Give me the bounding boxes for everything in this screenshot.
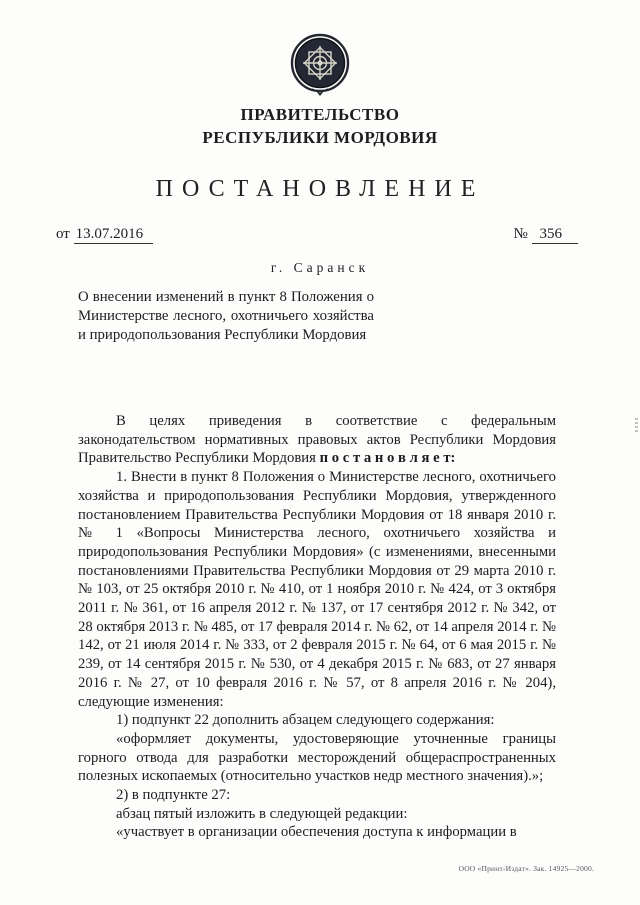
government-name-line2: РЕСПУБЛИКИ МОРДОВИЯ [202,127,438,147]
body-paragraph: абзац пятый изложить в следующей редакции: [116,805,408,822]
city-line: г. Саранск [270,260,370,275]
government-name [0,104,640,150]
document-type-title: ПОСТАНОВЛЕНИЕ [155,176,485,202]
emblem-container [0,32,640,100]
body-paragraph: 1) подпункт 22 дополнить абзацем следующего содержания: [116,712,495,729]
body-paragraph: «участвует в организации обеспечения доступа к информации в [116,824,517,841]
date-number-row [0,226,640,243]
government-name-line1: ПРАВИТЕЛЬСТВО [240,105,400,124]
scan-artifact-mark [635,418,638,434]
decree-subject: О внесении изменений в пункт 8 Положения о Министерстве лесного, охотничьего хозяйства и природопользования Республики Мордовия [78,289,374,344]
number-value: 356 [532,226,579,244]
body-paragraph-intro [78,412,556,468]
intro-resolves-word: п о с т а н о в л я е т: [319,450,456,467]
body-paragraph: «оформляет документы, удостоверяющие уточненные границы горного отвода для разработки месторождений общераспространенных полезных ископаемых (относительно участков недр местного значения).»; [78,730,556,785]
body-paragraph: 2) в подпункте 27: [116,787,231,804]
date-label: от [56,226,70,242]
mordovia-coat-of-arms-icon [288,32,352,100]
body-paragraph: 1. Внести в пункт 8 Положения о Министерстве лесного, охотничьего хозяйства и природопользования Республики Мордовия, утвержденного постановлением Правительства Республики Мордовия от 18 января 2010 г. № 1 «Вопросы Министерства лесного, охотничьего хозяйства и природопользования Республики Мордовия» (с изменениями, внесенными постановлениями Правительства Республики Мордовия от 29 марта 2010 г. № 103, от 25 октября 2010 г. № 410, от 1 ноября 2010 г. № 424, от 3 октября 2011 г. № 361, от 16 апреля 2012 г. № 137, от 17 сентября 2012 г. № 342, от 28 октября 2013 г. № 485, от 17 февраля 2014 г. № 62, от 14 апреля 2014 г. № 142, от 21 июля 2014 г. № 333, от 2 февраля 2015 г. № 64, от 6 мая 2015 г. № 239, от 14 сентября 2015 г. № 530, от 4 декабря 2015 г. № 683, от 27 января 2016 г. № 27, от 10 февраля 2016 г. № 57, от 8 апреля 2016 г. № 204), следующие изменения: [78,469,556,710]
date-group [56,226,153,243]
print-house-note: ООО «Принт-Издат». Зак. 14925—2000. [458,864,594,873]
decree-body [78,412,556,842]
number-label: № [513,226,528,242]
number-group [513,226,578,243]
date-value: 13.07.2016 [74,226,154,244]
intro-text: В целях приведения в соответствие с федеральным законодательством нормативных правовых актов Республики Мордовия Правительство Республики Мордовия [78,413,556,467]
